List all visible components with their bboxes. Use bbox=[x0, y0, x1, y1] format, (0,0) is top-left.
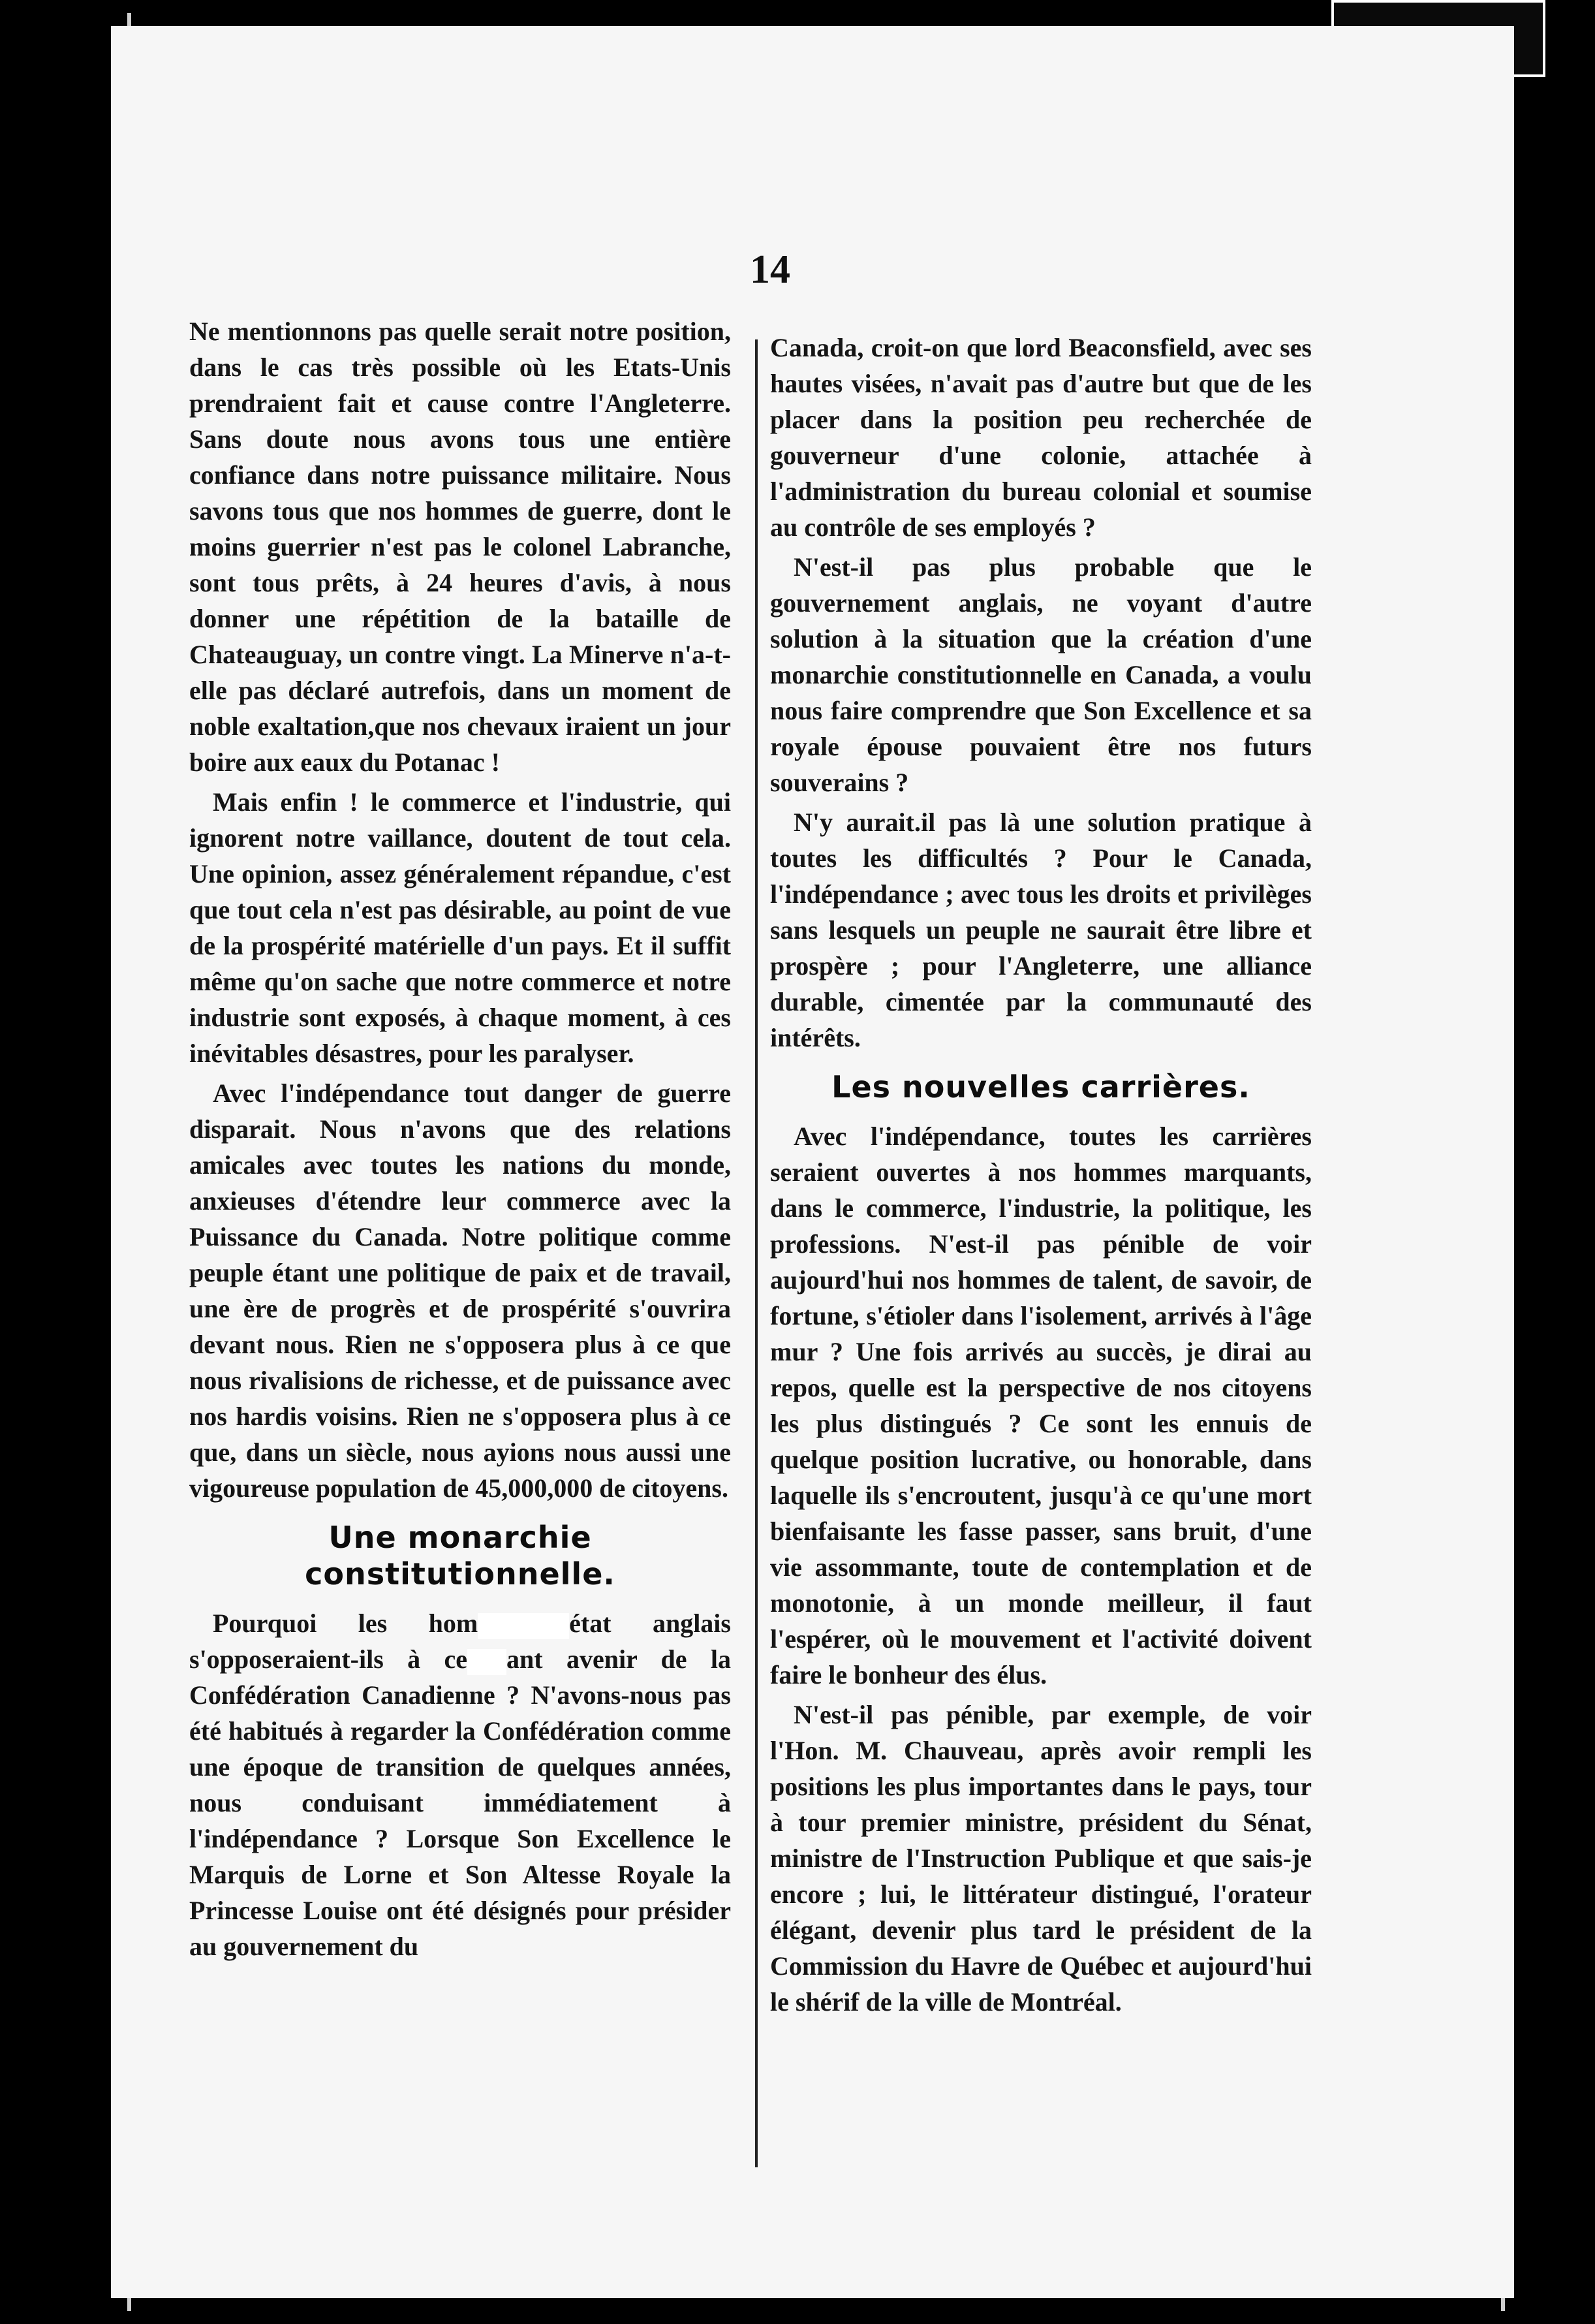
text-fragment: ant avenir de la Confédération Canadienne ? N'avons-nous pas été habitués à regarder la Confédération comme une époque de transition de quelques années, nous conduisant immédiatement à l'indépendance ? Lorsque Son Excellence le Marquis de Lorne et Son Altesse Royale la Princesse Louise ont été désignés pour présider au gouvernement du bbox=[189, 1644, 731, 1961]
paragraph: Ne mentionnons pas quelle serait notre position, dans le cas très possible où les Etats-Unis prendraient fait et cause contre l'Angleterre. Sans doute nous avons tous une entière confiance dans notre puissance militaire. Nous savons tous que nos hommes de guerre, dont le moins guerrier n'est pas le colonel Labranche, sont tous prêts, à 24 heures d'avis, à nous donner une répétition de la bataille de Chateauguay, un contre vingt. La Minerve n'a-t-elle pas déclaré autrefois, dans un moment de noble exaltation,que nos chevaux iraient un jour boire aux eaux du Potanac ! bbox=[189, 317, 731, 777]
paragraph: Canada, croit-on que lord Beaconsfield, avec ses hautes visées, n'avait pas d'autre but que de les placer dans la position peu recherchée de gouverneur d'une colonie, attachée à l'administration du bureau colonial et soumise au contrôle de ses employés ? bbox=[770, 333, 1312, 542]
section-heading: Une monarchie constitutionnelle. bbox=[305, 1520, 615, 1592]
text-fragment: Pourquoi les hom bbox=[213, 1609, 478, 1638]
paragraph: N'y aurait.il pas là une solution pratique à toutes les difficultés ? Pour le Canada, l'indépendance ; avec tous les droits et privilèges sans lesquels un peuple ne saurait être libre et prospère ; pour l'Angleterre, une alliance durable, cimentée par la communauté des intérêts. bbox=[770, 808, 1312, 1052]
page-number: 14 bbox=[750, 247, 790, 292]
paragraph: N'est-il pas pénible, par exemple, de voir l'Hon. M. Chauveau, après avoir rempli les positions les plus importantes dans le pays, tour à tour premier ministre, président du Sénat, ministre de l'Instruction Publique et que sais-je encore ; lui, le littérateur distingué, l'orateur élégant, devenir plus tard le président de la Commission du Havre de Québec et aujourd'hui le shérif de la ville de Montréal. bbox=[770, 1700, 1312, 2017]
erased-text-patch bbox=[467, 1649, 506, 1675]
text-fragment: état anglais s'opposeraient-ils à ce bbox=[189, 1609, 731, 1674]
section-heading: Les nouvelles carrières. bbox=[831, 1069, 1250, 1105]
paragraph bbox=[189, 1605, 731, 1964]
left-column bbox=[189, 313, 731, 1968]
paragraph: Avec l'indépendance, toutes les carrières seraient ouvertes à nos hommes marquants, dans le commerce, l'industrie, la politique, les professions. N'est-il pas pénible de voir aujourd'hui nos hommes de talent, de savoir, de fortune, s'étioler dans l'isolement, arrivés à l'âge mur ? Une fois arrivés au succès, je dirai au repos, quelle est la perspective de nos citoyens les plus distingués ? Ce sont les ennuis de quelque position lucrative, ou honorable, dans laquelle ils s'encroutent, jusqu'à ce qu'une mort bienfaisante les fasse passer, sans bruit, d'une vie assommante, toute de contemplation et de monotonie, à un monde meilleur, il faut l'espérer, où le mouvement et l'activité doivent faire le bonheur des élus. bbox=[770, 1122, 1312, 1689]
right-column bbox=[770, 330, 1312, 2024]
paragraph: N'est-il pas plus probable que le gouvernement anglais, ne voyant d'autre solution à la situation que la création d'une monarchie constitutionnelle en Canada, a voulu nous faire comprendre que Son Excellence et sa royale épouse pouvaient être nos futurs souverains ? bbox=[770, 552, 1312, 797]
column-divider bbox=[755, 339, 758, 2167]
erased-text-patch bbox=[478, 1613, 569, 1639]
paragraph: Avec l'indépendance tout danger de guerre disparait. Nous n'avons que des relations amicales avec toutes les nations du monde, anxieuses d'étendre leur commerce avec la Puissance du Canada. Notre politique comme peuple étant une politique de paix et de travail, une ère de progrès et de prospérité s'ouvrira devant nous. Rien ne s'opposera plus à ce que nous rivalisions de richesse, et de puissance avec nos hardis voisins. Rien ne s'opposera plus à ce que, dans un siècle, nous ayions nous aussi une vigoureuse population de 45,000,000 de citoyens. bbox=[189, 1078, 731, 1503]
paragraph: Mais enfin ! le commerce et l'industrie, qui ignorent notre vaillance, doutent de tout cela. Une opinion, assez généralement répandue, c'est que tout cela n'est pas désirable, au point de vue de la prospérité matérielle d'un pays. Et il suffit même qu'on sache que notre commerce et notre industrie sont exposés, à chaque moment, à ces inévitables désastres, pour les paralyser. bbox=[189, 787, 731, 1068]
